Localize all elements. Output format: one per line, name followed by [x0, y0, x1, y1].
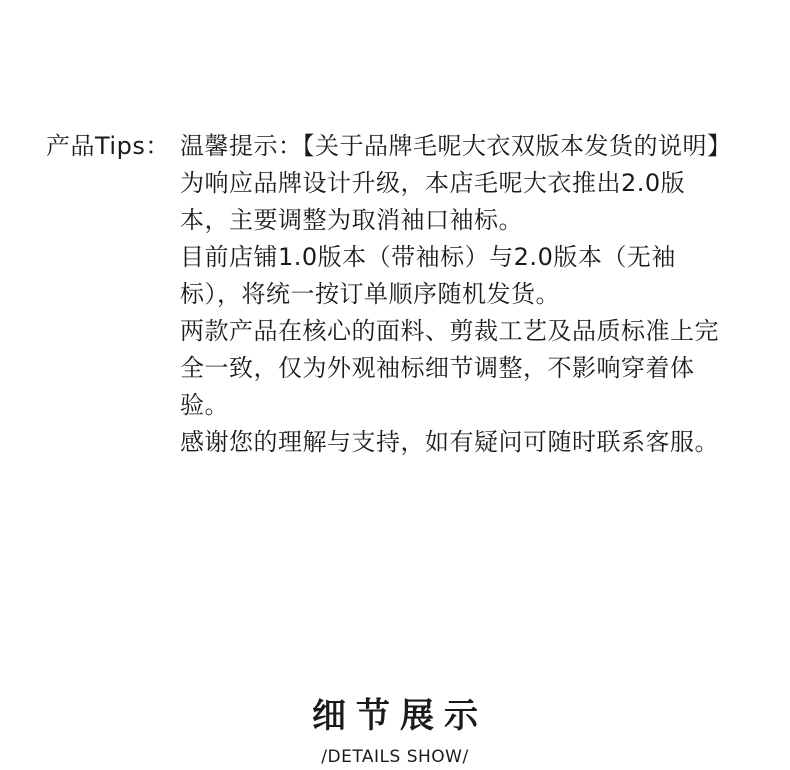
- section-subtitle: /DETAILS SHOW/: [321, 747, 469, 767]
- tips-paragraph-shipping: 目前店铺1.0版本（带袖标）与2.0版本（无袖标），将统一按订单顺序随机发货。: [180, 243, 676, 308]
- section-title: 细节展示: [312, 696, 488, 736]
- tips-paragraph-upgrade: 为响应品牌设计升级，本店毛呢大衣推出2.0版本，主要调整为取消袖口袖标。: [180, 169, 686, 234]
- tips-body: [180, 128, 732, 461]
- product-tips-block: [46, 128, 746, 461]
- tips-paragraph-quality: 两款产品在核心的面料、剪裁工艺及品质标准上完全一致，仅为外观袖标细节调整，不影响穿着体验。: [180, 317, 719, 419]
- tips-label: 产品Tips：: [46, 132, 170, 160]
- tips-paragraph-thanks: 感谢您的理解与支持，如有疑问可随时联系客服。: [180, 428, 719, 456]
- details-section-header: [0, 690, 790, 768]
- tips-paragraph-notice: 温馨提示：【关于品牌毛呢大衣双版本发货的说明】: [180, 132, 732, 160]
